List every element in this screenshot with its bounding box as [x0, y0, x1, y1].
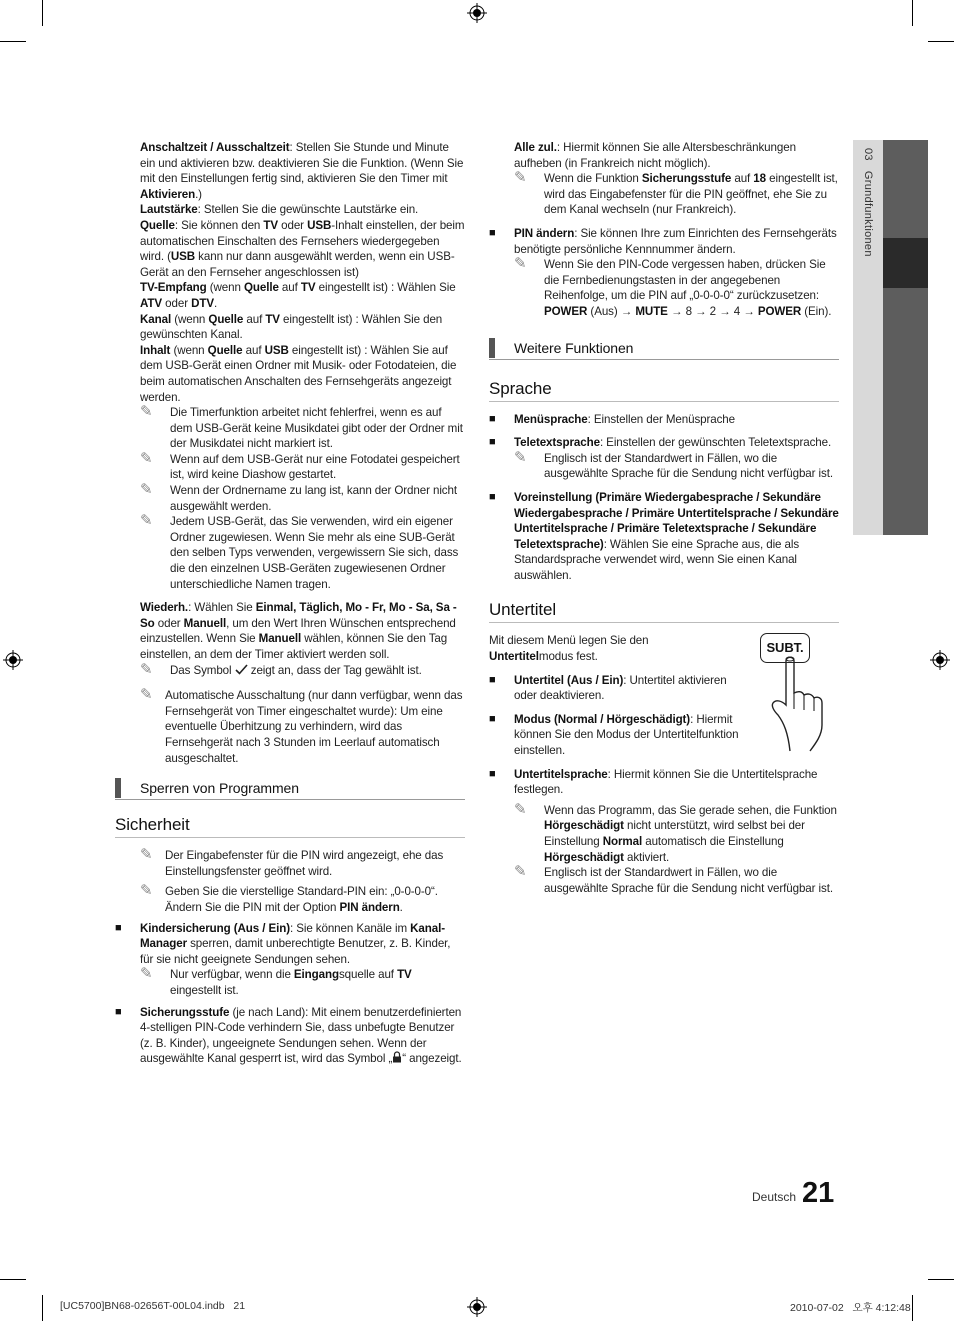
pencil-note-icon: ✎: [140, 686, 153, 704]
text: (wenn: [206, 281, 244, 295]
text: .): [195, 187, 202, 201]
term: Kindersicherung (Aus / Ein): [140, 921, 290, 935]
heading-bar: [489, 338, 495, 358]
term: Einmal, Täglich, Mo - Fr, Mo - Sa, Sa - So: [140, 601, 457, 630]
heading-text: Weitere Funktionen: [514, 339, 634, 356]
text: kann nur dann ausgewählt werden, wenn ein USB-Gerät an den Fernseher angeschlossen ist): [140, 250, 455, 279]
note-text: .: [399, 900, 403, 914]
term: TV: [265, 312, 280, 326]
list-item: [489, 412, 839, 428]
text: : Sie können den: [174, 218, 264, 232]
note-text: Wenn auf dem USB-Gerät nur eine Fotodatei gespeichert ist, wird keine Diashow gestartet.: [170, 452, 460, 482]
term: Untertitel: [489, 650, 539, 664]
note: [140, 967, 465, 998]
text: wählen, können Sie den Tag einstellen, an dem der Timer aktiviert werden soll.: [140, 632, 448, 661]
text: eingestellt ist) : Wählen Sie den gewünschten Kanal.: [140, 312, 443, 342]
paragraph-wiederholung: [140, 600, 465, 662]
square-bullet-icon: ■: [115, 921, 122, 934]
square-bullet-icon: ■: [489, 412, 496, 425]
term: USB: [264, 343, 289, 357]
section-weitere: [489, 338, 839, 402]
square-bullet-icon: ■: [489, 436, 496, 449]
square-bullet-icon: ■: [489, 226, 496, 239]
pencil-note-icon: ✎: [140, 660, 153, 678]
pencil-note-icon: ✎: [140, 403, 153, 421]
list-item: [489, 712, 739, 759]
term: Inhalt: [140, 343, 171, 357]
text: -Inhalt einstellen, der beim automatischen Einschalten des Fernsehers wiedergegeben wird. (: [140, 218, 465, 264]
note: [140, 405, 465, 452]
term: Sicherungsstufe: [641, 172, 732, 186]
subsection-heading: [489, 338, 839, 360]
term: Kanal: [140, 312, 172, 326]
note-text: (Aus) →: [587, 304, 636, 318]
text: : Sie können Ihre zum Einrichten des Fernsehgeräts benötigte persönliche Kennnummer ändern.: [514, 226, 837, 256]
note: [140, 514, 465, 592]
text: modus fest.: [538, 650, 598, 664]
note: [140, 449, 465, 483]
text: : Hiermit können Sie den Modus der Untertitelfunktion einstellen.: [514, 712, 739, 758]
paragraph-inhalt: [140, 343, 465, 405]
note: [140, 660, 465, 679]
text: : Wählen Sie eine Sprache aus, die als Standardsprache verwendet wird, wenn Sie einen Kanal auswählen.: [514, 537, 800, 582]
registration-mark-icon: [467, 1297, 487, 1317]
term: Quelle: [243, 281, 279, 295]
pencil-note-icon: ✎: [514, 863, 527, 881]
term: Anschaltzeit / Ausschaltzeit: [140, 141, 290, 154]
note-text: automatisch die Einstellung: [642, 835, 784, 848]
text: : Untertitel aktivieren oder deaktivieren.: [514, 673, 727, 703]
term: Alle zul.: [514, 141, 557, 154]
right-column: [489, 140, 839, 902]
term: Voreinstellung (Primäre Wiedergabesprache / Sekundäre Wiedergabesprache / Primäre Untertitelsprache / Sekundäre Untertitelsprache / Primäre Teletextsprache / Sekundäre Teletextsprache): [514, 490, 839, 551]
text: .: [213, 296, 218, 310]
text: (wenn: [171, 312, 209, 326]
note-text: eingestellt ist, wird das Eingabefenster für die PIN geöffnet, ehe Sie zu dem Kanal wechseln (nur Frankreich).: [544, 172, 838, 217]
left-column: [115, 140, 465, 1073]
registration-mark-icon: [930, 650, 950, 670]
text: : Stellen Sie die gewünschte Lautstärke ein.: [197, 203, 419, 217]
text: : Stellen Sie Stunde und Minute ein und aktivieren bzw. deaktivieren Sie die Funktion. (Wenn Sie mit den Einstellungen fertig sind, aktivieren Sie den Timer mit: [140, 141, 464, 186]
note-text: squelle auf: [338, 968, 398, 982]
heading-bar: [115, 778, 121, 798]
chapter-number: 03: [862, 148, 874, 161]
pencil-note-icon: ✎: [514, 169, 527, 187]
note-text: (Ein).: [801, 304, 832, 318]
square-bullet-icon: ■: [489, 767, 496, 780]
note-text: aktiviert.: [623, 850, 670, 864]
note: [514, 448, 839, 482]
note-text: Jedem USB-Gerät, das Sie verwenden, wird ein eigener Ordner zugewiesen. Wenn Sie mehr als eine SUB-Gerät den selben Typs verwenden, vergewissern Sie sich, dass die den einzelnen USB-Geräten zugewiesenen Ordner unterschiedliche Namen tragen.: [170, 515, 459, 591]
note: [514, 865, 839, 896]
text: , um den Wert Ihren Wünschen entsprechend einzustellen. Wenn Sie: [140, 616, 456, 646]
text: eingestellt ist) : Wählen Sie auf dem USB-Gerät einen Ordner mit Musik- oder Fotodateien, die beim automatischen Anschalten des Fernsehgeräts angezeigt werden.: [140, 343, 457, 404]
term: Hörgeschädigt: [544, 850, 624, 864]
section-heading: Sicherheit: [115, 814, 465, 838]
heading-text: Sperren von Programmen: [140, 780, 299, 797]
pencil-note-icon: ✎: [514, 255, 527, 273]
pencil-note-icon: ✎: [140, 882, 153, 900]
note-text: Englisch ist der Standardwert in Fällen, wo die ausgewählte Sprache für die Sendung nicht verfügbar ist.: [544, 866, 833, 895]
term: 18: [753, 172, 766, 186]
term: Quelle: [207, 343, 243, 357]
crop-mark: [912, 1295, 913, 1321]
registration-mark-icon: [3, 650, 23, 670]
term: POWER: [757, 304, 802, 318]
square-bullet-icon: ■: [489, 712, 496, 725]
term: Sicherungsstufe: [140, 1005, 230, 1019]
chapter-tab-label: [862, 148, 874, 257]
term: Lautstärke: [140, 203, 198, 217]
note-text: → 8 → 2 → 4 →: [667, 304, 758, 318]
text: : Einstellen der Menüsprache: [587, 412, 735, 426]
term: TV: [300, 281, 316, 295]
crop-mark: [0, 41, 26, 42]
text: oder: [278, 218, 308, 232]
paragraph-tv-empfang: [140, 280, 465, 311]
list-item: [489, 435, 839, 482]
registration-mark-icon: [467, 3, 487, 23]
text: auf: [242, 343, 265, 357]
note: [140, 483, 465, 514]
pencil-note-icon: ✎: [140, 481, 153, 499]
term: Quelle: [208, 312, 244, 326]
term: MUTE: [635, 304, 668, 318]
term: Manuell: [258, 632, 302, 646]
term: TV: [397, 968, 412, 982]
hand-pressing-remote-icon: [764, 653, 844, 753]
text: (je nach Land): Mit einem benutzerdefinierten 4-stelligen PIN-Code verhindern Sie, dass unbefugte Benutzer (z. B. Kinder), ungeeignete Sendungen sehen. Wenn der ausgewählte Kanal gesperrt ist, wird das Symbol „: [140, 1005, 462, 1066]
lock-icon: [392, 1051, 402, 1063]
list-item: [115, 1005, 465, 1067]
note-text: zeigt an, dass der Tag gewählt ist.: [247, 663, 422, 677]
checkmark-icon: [235, 664, 248, 675]
crop-mark: [0, 1279, 26, 1280]
list-item: [489, 490, 839, 584]
subt-illustration: [754, 633, 844, 758]
section-untertitel: [489, 599, 839, 623]
list-item: [489, 767, 839, 897]
term: TV: [263, 218, 279, 232]
paragraph-quelle: [140, 218, 465, 280]
note-text: auf: [731, 172, 754, 186]
crop-mark: [42, 1295, 43, 1321]
square-bullet-icon: ■: [489, 673, 496, 686]
print-file-info: [UC5700]BN68-02656T-00L04.indb 21: [60, 1300, 246, 1312]
section-heading: Untertitel: [489, 599, 839, 623]
pencil-note-icon: ✎: [140, 846, 153, 864]
text: : Hiermit können Sie die Untertitelsprache festlegen.: [514, 767, 818, 797]
paragraph-kanal: [140, 312, 465, 343]
text: : Sie können Kanäle im: [289, 921, 411, 935]
note-text: Automatische Ausschaltung (nur dann verfügbar, wenn das Fernsehgerät von Timer eingeschaltet wurde): Um eine eventuelle Überhitzung zu verhindern, wird das Fernsehgerät nach 3 Stunden im Leerlauf automatisch ausgeschaltet.: [165, 689, 463, 765]
note-text: Wenn die Funktion: [544, 172, 642, 186]
term: Wiederh.: [140, 601, 189, 615]
text: eingestellt ist) : Wählen Sie: [315, 281, 456, 295]
list-item: [115, 921, 465, 999]
note-text: Das Symbol: [170, 663, 235, 677]
paragraph-alle-zul: [514, 140, 839, 171]
chapter-tab-marker: [883, 238, 928, 288]
text: : Einstellen der gewünschten Teletextsprache.: [599, 436, 832, 450]
note-text: Der Eingabefenster für die PIN wird angezeigt, ehe das Einstellungsfenster geöffnet wird.: [165, 849, 444, 878]
text: auf: [243, 312, 266, 326]
text: oder: [162, 296, 192, 310]
term: Teletextsprache: [514, 436, 600, 450]
term: Menüsprache: [514, 412, 588, 426]
crop-mark: [912, 0, 913, 26]
page-language: Deutsch: [752, 1190, 797, 1204]
text: : Hiermit können Sie alle Altersbeschränkungen aufheben (in Frankreich nicht möglich).: [514, 141, 796, 170]
text: : Wählen Sie: [188, 601, 256, 615]
term: POWER: [544, 304, 588, 318]
term: Quelle: [140, 218, 175, 232]
note-text: Die Timerfunktion arbeitet nicht fehlerfrei, wenn es auf dem USB-Gerät keine Musikdatei gibt oder der Ordner mit der Musikdatei nicht markiert ist.: [170, 406, 463, 451]
term: PIN ändern: [339, 900, 400, 914]
paragraph-lautstaerke: [140, 202, 465, 218]
term: Hörgeschädigt: [544, 819, 624, 833]
note-text: Wenn das Programm, das Sie gerade sehen, die Funktion: [544, 803, 837, 817]
pencil-note-icon: ✎: [140, 449, 153, 467]
term: PIN ändern: [514, 226, 575, 240]
pencil-note-icon: ✎: [514, 800, 527, 818]
term: DTV: [191, 296, 214, 310]
crop-mark: [928, 41, 954, 42]
text: “ angezeigt.: [402, 1052, 462, 1066]
square-bullet-icon: ■: [489, 490, 496, 503]
pencil-note-icon: ✎: [514, 448, 527, 466]
term: USB: [170, 250, 196, 264]
print-date: 2010-07-02 오후 4:12:48: [790, 1302, 911, 1314]
note: [514, 171, 839, 218]
note-text: Nur verfügbar, wenn die: [170, 968, 294, 982]
note: [140, 688, 465, 766]
untertitel-intro: [489, 633, 699, 664]
pencil-note-icon: ✎: [140, 965, 153, 983]
term: Untertitelsprache: [514, 767, 608, 781]
section-sperren: [115, 778, 465, 838]
list-item: [489, 226, 839, 320]
note-text: Wenn der Ordnername zu lang ist, kann der Ordner nicht ausgewählt werden.: [170, 484, 457, 513]
note-text: eingestellt ist.: [170, 983, 239, 997]
text: Mit diesem Menü legen Sie den: [489, 634, 649, 648]
page-number: 21: [802, 1177, 835, 1209]
term: ATV: [140, 296, 163, 310]
note: [140, 884, 465, 915]
text: oder: [154, 616, 184, 630]
text: (wenn: [170, 343, 208, 357]
note-text: Geben Sie die vierstellige Standard-PIN ein: „0-0-0-0“. Ändern Sie die PIN mit der Option: [165, 885, 438, 914]
section-heading: Sprache: [489, 378, 839, 402]
pencil-note-icon: ✎: [140, 512, 153, 530]
note-text: nicht unterstützt, wird selbst bei der Einstellung: [544, 819, 805, 848]
term: Modus (Normal / Hörgeschädigt): [514, 712, 691, 726]
note-text: Wenn Sie den PIN-Code vergessen haben, drücken Sie die Fernbedienungstasten in der angegebenen Reihenfolge, um die PIN auf „0-0-0-0“ zurückzusetzen:: [544, 258, 826, 303]
square-bullet-icon: ■: [115, 1005, 122, 1018]
list-item: [489, 673, 739, 704]
term: Aktivieren: [140, 187, 196, 201]
note: [514, 800, 839, 865]
term: Eingang: [293, 968, 339, 982]
term: TV-Empfang: [140, 281, 207, 295]
subsection-heading: [115, 778, 465, 800]
term: Normal: [602, 835, 643, 848]
subt-button-label: SUBT.: [766, 640, 804, 656]
text: auf: [278, 281, 301, 295]
term: Untertitel (Aus / Ein): [514, 673, 624, 687]
chapter-title: Grundfunktionen: [862, 170, 874, 257]
term: USB: [307, 218, 332, 232]
note: [140, 848, 465, 879]
note: [514, 257, 839, 319]
untertitel-content: [489, 633, 839, 896]
term: Kanal-Manager: [140, 921, 445, 951]
text: sperren, damit unberechtigte Benutzer, z. B. Kinder, für sie nicht geeignete Sendungen sehen.: [140, 937, 451, 966]
note-text: Englisch ist der Standardwert in Fällen, wo die ausgewählte Sprache für die Sendung nicht verfügbar ist.: [544, 451, 833, 481]
crop-mark: [42, 0, 43, 26]
term: Manuell: [183, 616, 227, 630]
crop-mark: [928, 1279, 954, 1280]
paragraph-anschaltzeit: [140, 140, 465, 202]
chapter-tab-dark: [883, 140, 928, 535]
